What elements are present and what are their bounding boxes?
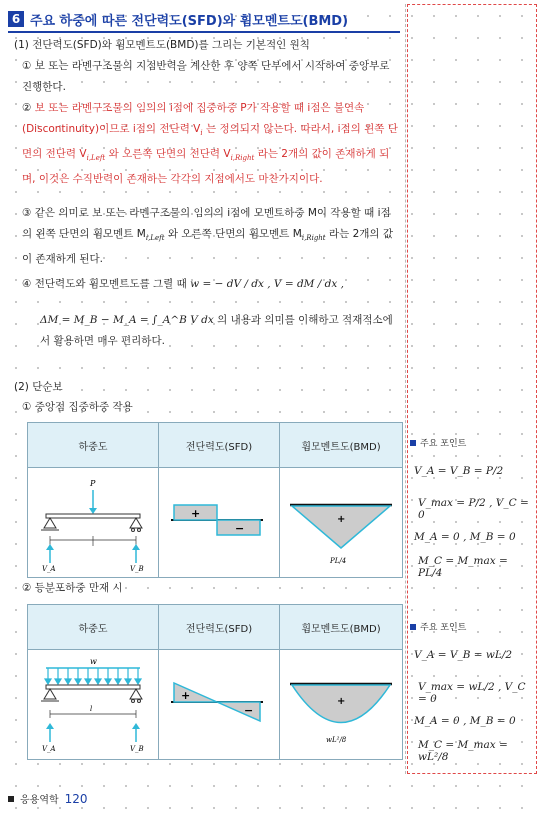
sidebar1-heading bbox=[410, 436, 534, 449]
sidebar2-heading bbox=[410, 620, 534, 633]
item2-sub-i: i bbox=[200, 129, 203, 138]
sidebar1-formula-4: M_C = M_max = PL/4 bbox=[418, 555, 508, 579]
item1-text: 보 또는 라멘구조물의 지점반력을 계산한 후 양쪽 단부에서 시작하여 중앙부로 진행한다. bbox=[22, 60, 390, 93]
case1-num: ① bbox=[22, 401, 32, 413]
item1-num: ① bbox=[22, 60, 32, 72]
square-bullet-icon bbox=[410, 624, 416, 630]
simple-beam-heading: (2) 단순보 bbox=[14, 381, 63, 393]
item3-sub-right: i,Right bbox=[301, 234, 326, 243]
sidebar-points-1 bbox=[410, 436, 534, 579]
bmd2-plus: + bbox=[337, 696, 346, 707]
bmd2-peak: wL²/8 bbox=[326, 736, 347, 744]
section-number: 6 bbox=[8, 11, 24, 27]
reaction-va-2: V_A bbox=[42, 745, 56, 753]
bmd1-peak: PL/4 bbox=[330, 557, 347, 565]
load-diagram-2-svg bbox=[28, 650, 158, 755]
item4-text-a: 전단력도와 휨모멘트도를 그릴 때 bbox=[34, 278, 187, 290]
item3-text-b: 와 오른쪽 단면의 휨모멘트 M bbox=[167, 228, 302, 240]
footer-bullet-icon bbox=[8, 796, 14, 802]
col-sfd: 전단력도(SFD) bbox=[159, 423, 280, 468]
reaction-vb-2: V_B bbox=[130, 745, 144, 753]
page-number: 120 bbox=[64, 791, 88, 806]
reaction-va-1: V_A bbox=[42, 565, 56, 573]
item3-text-c: 라는 2개의 값이 존재하게 된다. bbox=[22, 228, 394, 266]
sfd1-minus: − bbox=[235, 522, 245, 535]
item4-formula-1: w = − dV / dx , V = dM / dx , bbox=[190, 278, 344, 290]
col-bmd: 휨모멘트도(BMD) bbox=[280, 423, 403, 468]
page-footer bbox=[8, 791, 88, 806]
sfd2-plus: + bbox=[181, 689, 191, 702]
bmd-diagram-2-svg bbox=[280, 650, 402, 755]
col-bmd-2: 휨모멘트도(BMD) bbox=[280, 605, 403, 650]
load-diagram-1 bbox=[28, 468, 159, 578]
item2-sub-left: i,Left bbox=[86, 154, 106, 163]
square-bullet-icon bbox=[410, 440, 416, 446]
section-title bbox=[8, 8, 348, 30]
col-sfd-2: 전단력도(SFD) bbox=[159, 605, 280, 650]
sidebar2-formula-1: V_A = V_B = wL/2 bbox=[414, 649, 513, 661]
bmd-diagram-1-svg bbox=[280, 468, 402, 573]
sfd-diagram-1 bbox=[159, 468, 280, 578]
case2-title bbox=[22, 578, 123, 599]
bmd-diagram-2 bbox=[280, 650, 403, 760]
item2-sub-right: i,Right bbox=[230, 154, 255, 163]
diagram-table-2 bbox=[27, 604, 403, 760]
item2-text-a: 보 또는 라멘구조물의 임의의 i점에 집중하중 P가 작용할 때 i점은 불연속(Discontinuity)이므로 i점의 전단력 V bbox=[22, 102, 365, 135]
load-label-p: P bbox=[90, 479, 96, 488]
load-label-w: w bbox=[90, 657, 97, 666]
sidebar2-formula-3: M_A = 0 , M_B = 0 bbox=[414, 715, 516, 727]
sidebar2-heading-text: 주요 포인트 bbox=[420, 623, 467, 633]
case2-num: ② bbox=[22, 582, 32, 594]
load-diagram-2 bbox=[28, 650, 159, 760]
item3-num: ③ bbox=[22, 207, 32, 219]
sidebar1-heading-text: 주요 포인트 bbox=[420, 439, 467, 449]
item2-text-d: 라는 2개의 값이 존재하게 되며, 이것은 수직반력이 존재하는 각각의 지점에서도 마찬가지이다. bbox=[22, 148, 390, 186]
sidebar1-formula-2: V_max = P/2 , V_C = 0 bbox=[418, 497, 529, 521]
sidebar1-formula-1: V_A = V_B = P/2 bbox=[414, 465, 504, 477]
item4-formula-2: ΔM = M_B − M_A = ∫_A^B V dx bbox=[40, 314, 214, 326]
diagram-table-1 bbox=[27, 422, 403, 578]
load-diagram-1-svg bbox=[28, 468, 158, 573]
item3-sub-left: i,Left bbox=[145, 234, 165, 243]
item2-text-c: 와 오른쪽 단면의 전단력 V bbox=[108, 148, 231, 161]
principle-item-4-cont bbox=[40, 310, 399, 352]
sidebar2-formula-2: V_max = wL/2 , V_C = 0 bbox=[418, 681, 526, 705]
item2-text-b: 는 정의되지 않는다. 따라서, i점의 왼쪽 단면의 전단력 V bbox=[22, 123, 398, 161]
item4-text-b: 의 내용과 의미를 이해하고 적재적소에서 활용하면 매우 편리하다. bbox=[40, 314, 393, 347]
item4-num: ④ bbox=[22, 278, 32, 290]
sfd1-plus: + bbox=[191, 507, 201, 520]
item3-text-a: 같은 의미로 보 또는 라멘구조물의 임의의 i점에 모멘트하중 M이 작용할 때 i점의 왼쪽 단면의 휨모멘트 M bbox=[22, 207, 391, 240]
principles-heading: (1) 전단력도(SFD)와 휨모멘트도(BMD)를 그리는 기본적인 원칙 bbox=[14, 39, 310, 51]
case1-text: 중앙점 집중하중 작용 bbox=[34, 401, 133, 413]
col-load: 하중도 bbox=[28, 423, 159, 468]
principle-item-2 bbox=[22, 98, 399, 190]
sidebar2-formula-4: M_C = M_max = wL²/8 bbox=[418, 739, 508, 763]
sfd-diagram-2 bbox=[159, 650, 280, 760]
item2-num: ② bbox=[22, 102, 32, 114]
section-underline bbox=[8, 31, 400, 33]
principle-item-3 bbox=[22, 203, 399, 270]
column-divider bbox=[405, 4, 406, 774]
footer-label: 응용역학 bbox=[20, 795, 59, 806]
sfd-diagram-1-svg bbox=[159, 468, 279, 573]
principle-item-1 bbox=[22, 56, 399, 98]
sidebar-points-2 bbox=[410, 620, 534, 763]
case2-text: 등분포하중 만재 시 bbox=[34, 582, 123, 594]
section-title-text: 주요 하중에 따른 전단력도(SFD)와 휨모멘트도(BMD) bbox=[30, 13, 349, 29]
sfd2-minus: − bbox=[244, 704, 254, 717]
span-label: l bbox=[90, 705, 93, 713]
sidebar1-formula-3: M_A = 0 , M_B = 0 bbox=[414, 531, 516, 543]
col-load-2: 하중도 bbox=[28, 605, 159, 650]
bmd1-plus: + bbox=[337, 514, 346, 525]
reaction-vb-1: V_B bbox=[130, 565, 144, 573]
sfd-diagram-2-svg bbox=[159, 650, 279, 755]
case1-title bbox=[22, 397, 133, 418]
principle-item-4 bbox=[22, 274, 399, 295]
bmd-diagram-1 bbox=[280, 468, 403, 578]
